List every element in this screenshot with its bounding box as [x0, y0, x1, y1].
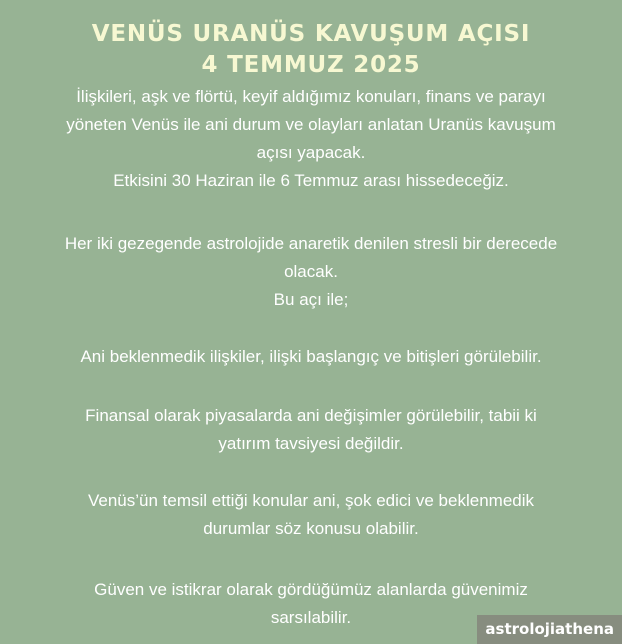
text-line: Bu açı ile;	[273, 290, 349, 309]
text-line: olacak.	[284, 262, 338, 281]
text-line: Ani beklenmedik ilişkiler, ilişki başlangıç ve bitişleri görülebilir.	[80, 347, 542, 366]
watermark-label: astrolojiathena	[477, 615, 622, 644]
text-line: yöneten Venüs ile ani durum ve olayları anlatan Uranüs kavuşum	[66, 115, 556, 134]
text-line: Finansal olarak piyasalarda ani değişimler görülebilir, tabii ki	[85, 406, 537, 425]
text-line: açısı yapacak.	[256, 143, 366, 162]
intro-paragraph	[6, 83, 616, 195]
post-title: VENÜS URANÜS KAVUŞUM AÇISI	[91, 21, 531, 47]
anaretic-paragraph	[6, 230, 616, 314]
venus-topics-paragraph	[6, 487, 616, 543]
post-date: 4 TEMMUZ 2025	[201, 52, 421, 78]
text-line: sarsılabilir.	[270, 608, 352, 627]
text-line: Venüs’ün temsil ettiği konular ani, şok edici ve beklenmedik	[87, 491, 535, 510]
text-line: Güven ve istikrar olarak gördüğümüz alanlarda güvenimiz	[94, 580, 528, 599]
relationships-paragraph	[6, 343, 616, 371]
text-line: İlişkileri, aşk ve flörtü, keyif aldığımız konuları, finans ve parayı	[76, 87, 546, 106]
text-line: durumlar söz konusu olabilir.	[203, 519, 419, 538]
text-line: Etkisini 30 Haziran ile 6 Temmuz arası hissedeceğiz.	[113, 171, 509, 190]
text-line: Her iki gezegende astrolojide anaretik denilen stresli bir derecede	[64, 234, 558, 253]
text-line: yatırım tavsiyesi değildir.	[218, 434, 404, 453]
finance-paragraph	[6, 402, 616, 458]
